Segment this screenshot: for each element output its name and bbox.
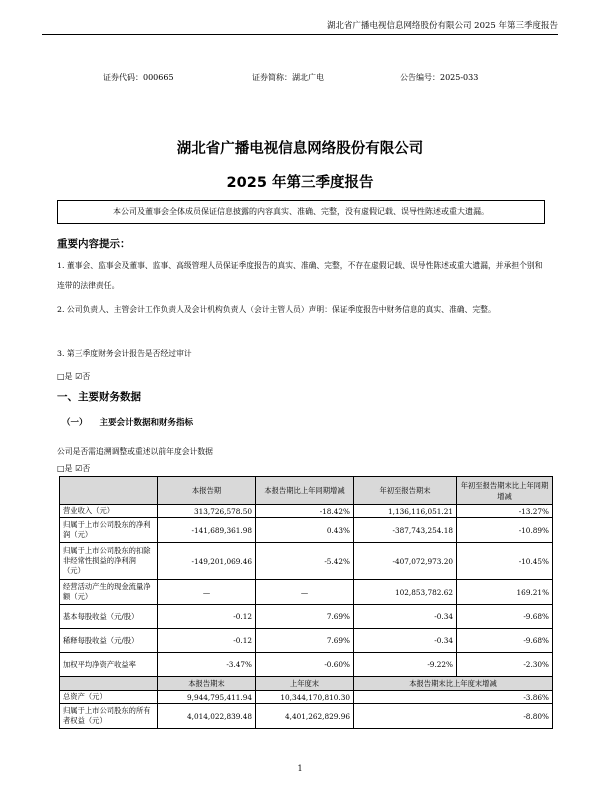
table-row [60,691,553,704]
table-row [60,543,553,580]
announcement-number: 公告编号：2025-033 [400,73,479,82]
notice-item-3: 3. 第三季度财务会计报告是否经过审计 [57,349,192,358]
table-row [60,605,553,629]
row-label: 营业收入（元） [60,505,158,518]
header-cell: 年初至报告期末比上年同期增减 [457,477,553,505]
cell-value: -8.80% [354,704,553,729]
important-notice-heading: 重要内容提示： [57,238,131,250]
table-row [60,704,553,729]
row-label: 加权平均净资产收益率 [60,653,158,677]
cell-value: -9.68% [457,605,553,629]
cell-value: -10.45% [457,543,553,580]
row-label: 经营活动产生的现金流量净额（元） [60,580,158,605]
header-cell: 本报告期末比上年度末增减 [354,677,553,691]
cell-value: 7.69% [256,605,354,629]
row-label: 归属于上市公司股东的所有者权益（元） [60,704,158,729]
cell-value: -0.12 [158,605,256,629]
table-row [60,518,553,543]
stock-abbreviation: 证券简称：湖北广电 [252,73,324,82]
cell-value: -2.30% [457,653,553,677]
cell-value: 169.21% [457,580,553,605]
running-header [42,10,558,35]
running-title: 湖北省广播电视信息网络股份有限公司 2025 年第三季度报告 [326,21,558,31]
restate-question: 公司是否需追溯调整或重述以前年度会计数据 [57,447,213,456]
row-label: 归属于上市公司股东的扣除非经常性损益的净利润（元） [60,543,158,580]
cell-value: -9.22% [354,653,457,677]
cell-value: 102,853,782.62 [354,580,457,605]
subsection-heading [62,416,193,428]
notice-item-1: 1. 董事会、监事会及董事、监事、高级管理人员保证季度报告的真实、准确、完整，不存在虚假记载、误导性陈述或重大遗漏，并承担个别和连带的法律责任。 [57,261,543,290]
cell-value: 4,401,262,829.96 [256,704,354,729]
header-cell [60,677,158,691]
report-title: 2025 年第三季度报告 [226,175,374,191]
cell-value: -10.89% [457,518,553,543]
table-header-row [60,477,553,505]
cell-value: -407,072,973.20 [354,543,457,580]
row-label: 稀释每股收益（元/股） [60,629,158,653]
cell-value: -3.86% [354,691,553,704]
header-cell: 本报告期比上年同期增减 [256,477,354,505]
cell-value: — [158,580,256,605]
cell-value: -3.47% [158,653,256,677]
cell-value: — [256,580,354,605]
table-row [60,653,553,677]
cell-value: -0.12 [158,629,256,653]
row-label: 归属于上市公司股东的净利润（元） [60,518,158,543]
header-cell: 本报告期 [158,477,256,505]
audit-checkbox: □是 ☑否 [57,372,91,381]
cell-value: 7.69% [256,629,354,653]
cell-value: 10,344,170,810.30 [256,691,354,704]
cell-value: -13.27% [457,505,553,518]
section-heading: 一、主要财务数据 [57,391,141,403]
cell-value: -387,743,254.18 [354,518,457,543]
cell-value: 1,136,116,051.21 [354,505,457,518]
cell-value: 9,944,795,411.94 [158,691,256,704]
cell-value: -0.60% [256,653,354,677]
company-name: 湖北省广播电视信息网络股份有限公司 [176,141,424,157]
header-cell: 本报告期末 [158,677,256,691]
board-statement: 本公司及董事会全体成员保证信息披露的内容真实、准确、完整，没有虚假记载、误导性陈述或重大遗漏。 [57,200,545,224]
stock-code: 证券代码：000665 [103,73,174,82]
table-subheader-row [60,677,553,691]
subsection-number: （一） [62,418,88,428]
cell-value: 4,014,022,839.48 [158,704,256,729]
financial-data-table [59,476,553,729]
subsection-title: 主要会计数据和财务指标 [99,418,194,428]
cell-value: -141,689,361.98 [158,518,256,543]
cell-value: -9.68% [457,629,553,653]
row-label: 总资产（元） [60,691,158,704]
header-cell: 上年度末 [256,677,354,691]
row-label: 基本每股收益（元/股） [60,605,158,629]
table-row [60,629,553,653]
cell-value: 313,726,578.50 [158,505,256,518]
cell-value: 0.43% [256,518,354,543]
cell-value: -0.34 [354,629,457,653]
header-cell [60,477,158,505]
cell-value: -0.34 [354,605,457,629]
table-row [60,580,553,605]
cell-value: -5.42% [256,543,354,580]
cell-value: -149,201,069.46 [158,543,256,580]
page-number: 1 [297,764,303,773]
table-row [60,505,553,518]
restate-checkbox: □是 ☑否 [57,464,91,473]
cell-value: -18.42% [256,505,354,518]
notice-item-2: 2. 公司负责人、主管会计工作负责人及会计机构负责人（会计主管人员）声明：保证季度报告中财务信息的真实、准确、完整。 [57,305,496,314]
header-cell: 年初至报告期末 [354,477,457,505]
